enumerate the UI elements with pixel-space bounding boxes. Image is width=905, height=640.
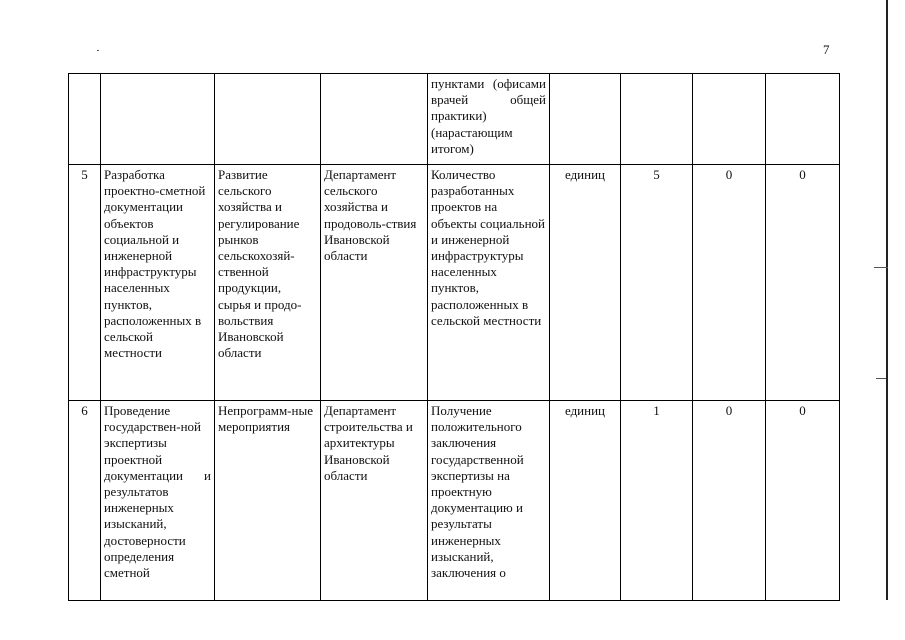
executor-cell: Департамент сельского хозяйства и продоволь-ствия Ивановской области bbox=[321, 165, 428, 401]
page-number: 7 bbox=[823, 42, 830, 57]
value-cell-1: 1 bbox=[621, 401, 693, 601]
table-row bbox=[69, 74, 840, 165]
value-cell-2: 0 bbox=[693, 401, 766, 601]
activity-name-cell bbox=[101, 74, 215, 165]
row-number-cell: 5 bbox=[69, 165, 101, 401]
value-cell-3 bbox=[766, 74, 840, 165]
table-row bbox=[69, 165, 840, 401]
value-cell-1 bbox=[621, 74, 693, 165]
row-number-cell bbox=[69, 74, 101, 165]
indicator-cell: Количество разработанных проектов на объекты социальной и инженерной инфраструктуры населенных пунктов, расположенных в сельской местности bbox=[428, 165, 550, 401]
program-cell: Развитие сельского хозяйства и регулирование рынков сельскохозяй-ственной продукции, сырья и продо-вольствия Ивановской области bbox=[215, 165, 321, 401]
scan-speck bbox=[874, 267, 888, 268]
scan-edge-line bbox=[886, 0, 888, 600]
value-cell-2 bbox=[693, 74, 766, 165]
unit-cell bbox=[550, 74, 621, 165]
executor-cell: Департамент строительства и архитектуры Ивановской области bbox=[321, 401, 428, 601]
scan-speck bbox=[876, 378, 886, 379]
scan-speck bbox=[97, 50, 99, 51]
value-cell-3: 0 bbox=[766, 165, 840, 401]
table-row bbox=[69, 401, 840, 601]
unit-cell: единиц bbox=[550, 165, 621, 401]
value-cell-2: 0 bbox=[693, 165, 766, 401]
value-cell-3: 0 bbox=[766, 401, 840, 601]
unit-cell: единиц bbox=[550, 401, 621, 601]
indicator-cell: Получение положительного заключения государственной экспертизы на проектную документацию и результаты инженерных изысканий, заключения о bbox=[428, 401, 550, 601]
activity-name-cell: Разработка проектно-сметной документации объектов социальной и инженерной инфраструктуры населенных пунктов, расположенных в сельской местности bbox=[101, 165, 215, 401]
row-number-cell: 6 bbox=[69, 401, 101, 601]
program-cell: Непрограмм-ные мероприятия bbox=[215, 401, 321, 601]
value-cell-1: 5 bbox=[621, 165, 693, 401]
program-cell bbox=[215, 74, 321, 165]
plan-table bbox=[68, 73, 840, 601]
indicator-cell: пунктами (офисами врачей общей практики) (нарастающим итогом) bbox=[428, 74, 550, 165]
activity-name-cell: Проведение государствен-ной экспертизы проектной документации и результатов инженерных изысканий, достоверности определения сметной bbox=[101, 401, 215, 601]
executor-cell bbox=[321, 74, 428, 165]
